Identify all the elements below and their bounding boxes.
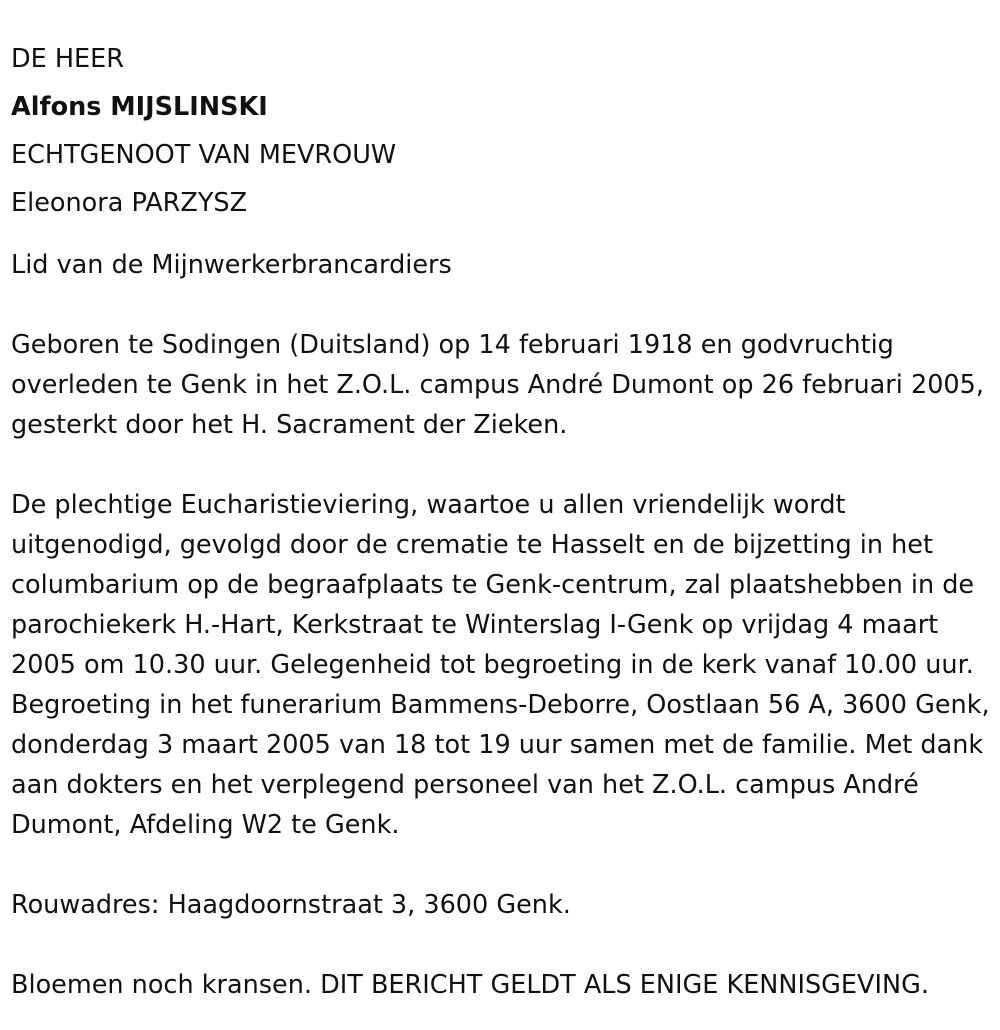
ceremony-paragraph: De plechtige Eucharistieviering, waartoe u allen vriendelijk wordt uitgenodigd, gevolgd door de crematie te Hasselt en de bijzetting in het columbarium op de begraafplaats te Genk-centrum, zal plaatshebben in de parochiekerk H.-Hart, Kerkstraat te Winterslag I-Genk op vrijdag 4 maart 2005 om 10.30 uur. Gelegenheid tot begroeting in de kerk vanaf 10.00 uur. Begroeting in het funerarium Bammens-Deborre, Oostlaan 56 A, 3600 Genk, donderdag 3 maart 2005 van 18 tot 19 uur samen met de familie. Met dank aan dokters en het verplegend personeel van het Z.O.L. campus André Dumont, Afdeling W2 te Genk. [11,490,990,840]
mourning-address: Rouwadres: Haagdoornstraat 3, 3600 Genk. [11,890,571,920]
spacer [11,445,1000,485]
final-note: Bloemen noch kransen. DIT BERICHT GELDT ALS ENIGE KENNISGEVING. [11,970,929,1000]
title-line: DE HEER [11,44,124,74]
spacer [11,925,1000,965]
membership-text: Lid van de Mijnwerkerbrancardiers [11,250,452,280]
deceased-name: Alfons MIJSLINSKI [11,92,268,122]
spacer [11,285,1000,325]
spouse-name: Eleonora PARZYSZ [11,188,248,218]
birth-death-paragraph: Geboren te Sodingen (Duitsland) op 14 februari 1918 en godvruchtig overleden te Genk in het Z.O.L. campus André Dumont op 26 februari 2005, gesterkt door het H. Sacrament der Zieken. [11,330,984,440]
spacer [11,845,1000,885]
spacer [11,227,1000,245]
spouse-label: ECHTGENOOT VAN MEVROUW [11,140,397,170]
